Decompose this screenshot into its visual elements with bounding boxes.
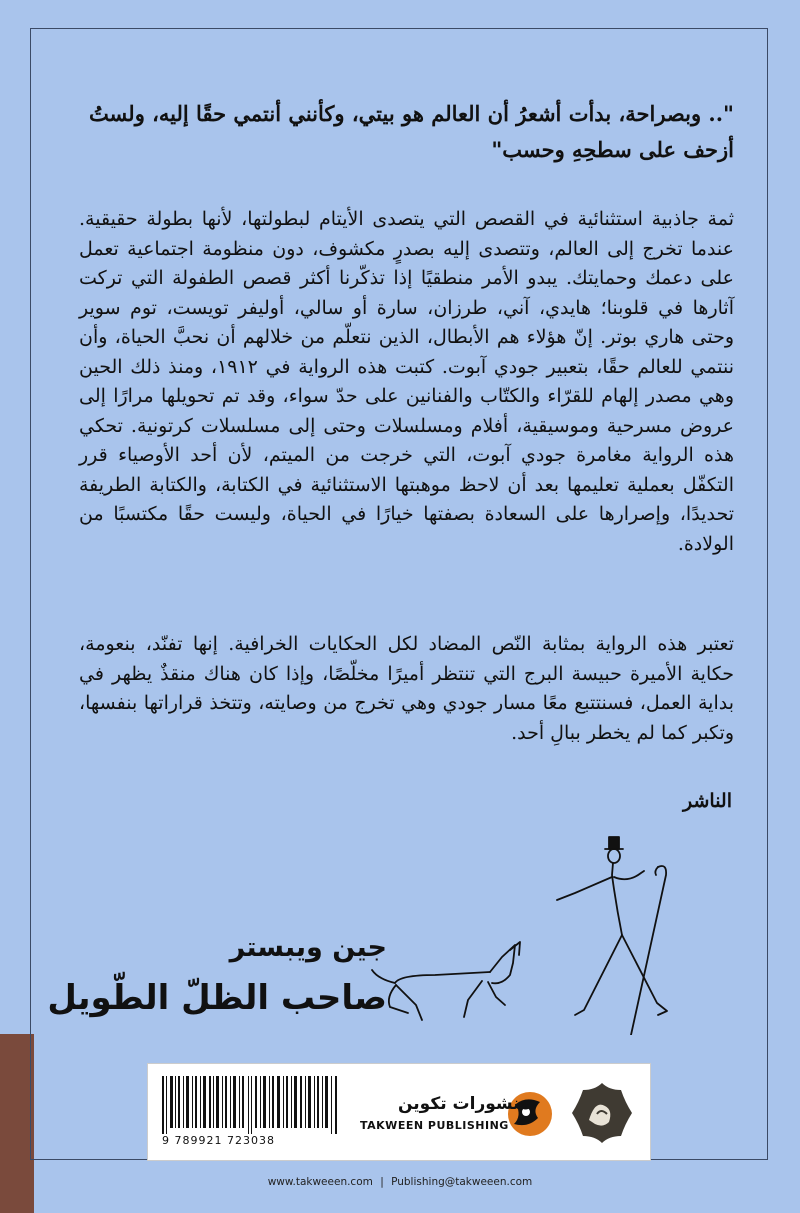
blurb-paragraph-1: ثمة جاذبية استثنائية في القصص التي يتصدى الأيتام لبطولتها، لأنها بطولة حقيقية. عندما تخرج إلى العالم، وتتصدى إليه بصدرٍ مكشوف، دون منظومة اجتماعية تعمل على دعمك وحمايتك. يبدو الأمر منطقيًا إذا تذكّرنا أكثر قصص الطفولة التي تركت آثارها في قلوبنا؛ هايدي، آني، طرزان، سارة أو سالي، أوليفر تويست، توم سوير وحتى هاري بوتر. إنّ هؤلاء هم الأبطال، الذين نتعلّم من خلالهم أن نحبَّ الحياة، وأن ننتمي للعالم حقًا، بتعبير جودي آبوت. كتبت هذه الرواية في ١٩١٢، ومنذ ذلك الحين وهي مصدر إلهام للقرّاء والكتّاب والفنانين على حدّ سواء، وقد تم تحويلها مرارًا إلى عروض مسرحية وموسيقية، أفلام ومسلسلات وحتى إلى مسلسلات كرتونية. تحكي هذه الرواية مغامرة جودي آبوت، التي خرجت من الميتم، لأن أحد الأوصياء قرر التكفّل بعملية تعليمها بعد أن لاحظ موهبتها الاستثنائية في الكتابة، والكتابة الطريفة تحديدًا، وإصرارها على السعادة بصفتها خيارًا في الحياة، وليست حقًا مكتسبًا من الولادة. (79, 208, 734, 555)
publisher-name-english: TAKWEEN PUBLISHING (360, 1119, 509, 1132)
footer-contact (0, 1176, 800, 1188)
blurb-paragraph-2: تعتبر هذه الرواية بمثابة النّص المضاد لكل الحكايات الخرافية. إنها تفنّد، بنعومة، حكاية الأميرة حبيسة البرج التي تنتظر أميرًا مخلّصًا، وإذا كان هناك منقذٌ يظهر في بداية العمل، فسنتتبع معًا مسار جودي وهي تخرج من وصايته، وتتخذ قراراتها بنفسها، وتكبر كما لم يخطر ببالِ أحد. (79, 633, 734, 744)
footer-separator: | (380, 1176, 384, 1188)
opening-quote: ".. وبصراحة، بدأت أشعرُ أن العالم هو بيتي، وكأنني أنتمي حقًا إليه، ولستُ أزحف على سطحِهِ وحسب" (88, 101, 734, 162)
man-with-cane-and-dog-illustration (360, 835, 680, 1035)
author-name: جين ويبستر (229, 932, 387, 963)
website-link[interactable]: www.takweeen.com (267, 1176, 373, 1188)
barcode (162, 1076, 340, 1134)
email-link[interactable]: Publishing@takweeen.com (391, 1176, 533, 1188)
isbn-number: 9 789921 723038 (162, 1134, 275, 1147)
publisher-name-arabic: منشورات تكوين (398, 1094, 531, 1114)
publisher-info-panel (147, 1063, 651, 1161)
rafidain-emblem-icon (569, 1080, 635, 1146)
book-title: صاحب الظلّ الطّويل (47, 978, 387, 1018)
publisher-signature: الناشر (683, 790, 732, 812)
